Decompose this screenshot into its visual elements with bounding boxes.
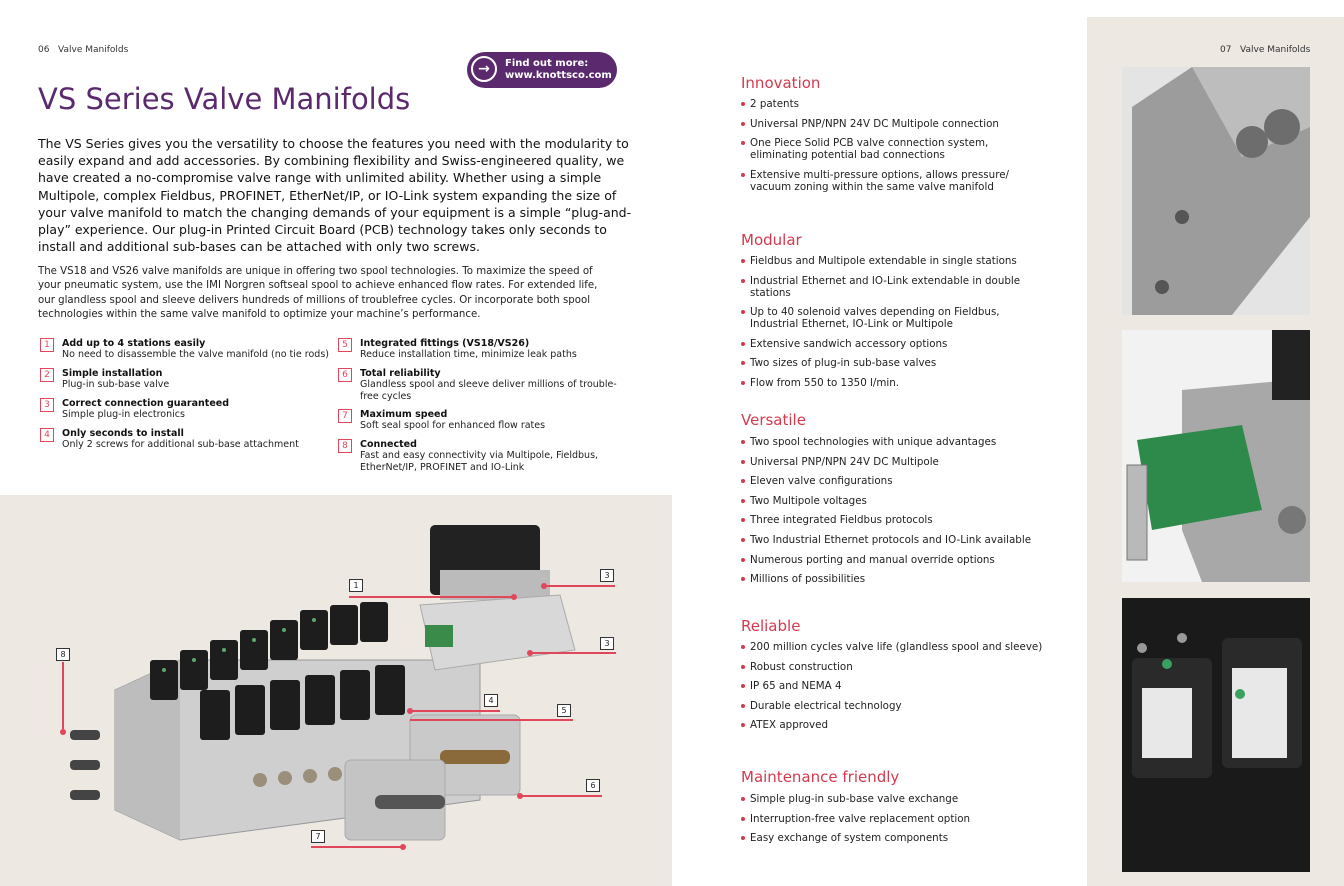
pcb-connector-photo [1122,330,1310,582]
list-item: ATEX approved [741,719,1061,731]
list-item: Universal PNP/NPN 24V DC Multipole [741,456,1061,468]
callout-3: 3 [600,637,614,650]
valve-closeup-photo [1122,598,1310,872]
page-number: 06 [38,45,50,55]
versatile-list [741,436,1061,593]
page-number: 07 [1220,45,1232,55]
list-item: Fieldbus and Multipole extendable in single stations [741,255,1061,267]
running-head: Valve Manifolds [1240,45,1311,55]
callout-dot [400,844,406,850]
feature-number: 4 [40,428,54,442]
callout-leader [311,846,403,848]
running-head: Valve Manifolds [58,45,129,55]
list-item: Universal PNP/NPN 24V DC Multipole connection [741,118,1021,130]
feature-desc: Fast and easy connectivity via Multipole, Fieldbus, EtherNet/IP, PROFINET and IO-Link [360,450,599,473]
right-page-header [1220,45,1310,55]
list-item: Millions of possibilities [741,573,1061,585]
valve-body-photo [1122,67,1310,315]
callout-dot [517,793,523,799]
feature-desc: Only 2 screws for additional sub-base attachment [62,439,299,450]
cta-label: Find out more: [505,58,589,69]
feature-number: 5 [338,338,352,352]
feature-desc: Soft seal spool for enhanced flow rates [360,420,546,431]
callout-8: 8 [56,648,70,661]
list-item: Robust construction [741,661,1061,673]
innovation-list [741,98,1021,200]
feature-desc: Plug-in sub-base valve [62,379,170,390]
feature-number: 7 [338,409,352,423]
callout-leader [349,596,514,598]
callout-7: 7 [311,830,325,843]
callout-leader [545,585,615,587]
list-item: Two spool technologies with unique advantages [741,436,1061,448]
list-item: Two Industrial Ethernet protocols and IO-Link available [741,534,1061,546]
feature-title: Correct connection guaranteed [62,398,230,409]
section-title-maintenance: Maintenance friendly [741,768,900,786]
list-item: Extensive sandwich accessory options [741,338,1061,350]
list-item: Numerous porting and manual override options [741,554,1061,566]
feature-number: 6 [338,368,352,382]
list-item: Interruption-free valve replacement option [741,813,1061,825]
callout-leader [410,710,500,712]
arrow-right-icon: → [471,56,497,82]
list-item: Two sizes of plug-in sub-base valves [741,357,1061,369]
list-item: Easy exchange of system components [741,832,1061,844]
intro-paragraph: The VS Series gives you the versatility to choose the features you need with the modularity to easily expand and add accessories. By combining flexibility and Swiss-engineered quality, we have created a no-compromise valve range with unlimited ability. Whether using a simple Multipole, complex Fieldbus, PROFINET, EtherNet/IP, or IO-Link system expanding the size of your valve manifold to match the changing demands of your equipment is a simple “plug-and-play” experience. Our plug-in Printed Circuit Board (PCB) technology takes only seconds to install and additional sub-bases can be attached with only two screws. [38,136,632,255]
feature-desc: No need to disassemble the valve manifold (no tie rods) [62,349,329,360]
feature-number: 2 [40,368,54,382]
feature-number: 1 [40,338,54,352]
list-item: Flow from 550 to 1350 l/min. [741,377,1061,389]
feature-title: Total reliability [360,368,441,379]
list-item: Three integrated Fieldbus protocols [741,514,1061,526]
feature-number: 8 [338,439,352,453]
callout-4: 4 [484,694,498,707]
feature-desc: Glandless spool and sleeve deliver millions of trouble-free cycles [360,379,617,402]
section-title-modular: Modular [741,231,802,249]
maintenance-list [741,793,1061,852]
list-item: 200 million cycles valve life (glandless spool and sleeve) [741,641,1061,653]
list-item: Two Multipole voltages [741,495,1061,507]
list-item: Extensive multi-pressure options, allows pressure/ vacuum zoning within the same valve manifold [741,169,1021,193]
feature-title: Maximum speed [360,409,448,420]
list-item: Up to 40 solenoid valves depending on Fieldbus, Industrial Ethernet, IO-Link or Multipole [741,306,1020,330]
reliable-list [741,641,1061,739]
list-item: Industrial Ethernet and IO-Link extendable in double stations [741,275,1061,299]
section-title-innovation: Innovation [741,74,821,92]
feature-title: Only seconds to install [62,428,184,439]
list-item: 2 patents [741,98,1021,110]
callout-leader [62,662,64,732]
feature-title: Integrated fittings (VS18/VS26) [360,338,530,349]
callout-dot [407,708,413,714]
list-item: One Piece Solid PCB valve connection system, eliminating potential bad connections [741,137,1021,161]
feature-desc: Reduce installation time, minimize leak paths [360,349,577,360]
callout-6: 6 [586,779,600,792]
find-out-more-button[interactable] [467,52,617,88]
list-item: IP 65 and NEMA 4 [741,680,1061,692]
list-item: Durable electrical technology [741,700,1061,712]
callout-leader [520,795,602,797]
body-paragraph: The VS18 and VS26 valve manifolds are unique in offering two spool technologies. To maximize the speed of your pneumatic system, use the IMI Norgren softseal spool to achieve enhanced flow rates. For extended life, our glandless spool and sleeve delivers hundreds of millions of troublefree cycles. Or incorporate both spool technologies within the same valve manifold to optimize your machine’s performance. [38,266,598,320]
callout-dot [541,583,547,589]
callout-leader [410,719,573,721]
section-title-versatile: Versatile [741,411,806,429]
callout-leader [530,652,616,654]
modular-list [741,255,1061,397]
feature-number: 3 [40,398,54,412]
callout-dot [511,594,517,600]
feature-desc: Simple plug-in electronics [62,409,185,420]
cta-url[interactable]: www.knottsco.com [505,70,612,81]
left-page-header [38,45,128,55]
page-title: VS Series Valve Manifolds [38,82,411,116]
list-item: Eleven valve configurations [741,475,1061,487]
callout-dot [527,650,533,656]
list-item: Simple plug-in sub-base valve exchange [741,793,1061,805]
feature-title: Add up to 4 stations easily [62,338,206,349]
valve-manifold-illustration [60,510,620,850]
section-title-reliable: Reliable [741,617,801,635]
callout-dot [60,729,66,735]
feature-title: Connected [360,439,417,450]
callout-5: 5 [557,704,571,717]
feature-title: Simple installation [62,368,163,379]
callout-3: 3 [600,569,614,582]
callout-1: 1 [349,579,363,592]
